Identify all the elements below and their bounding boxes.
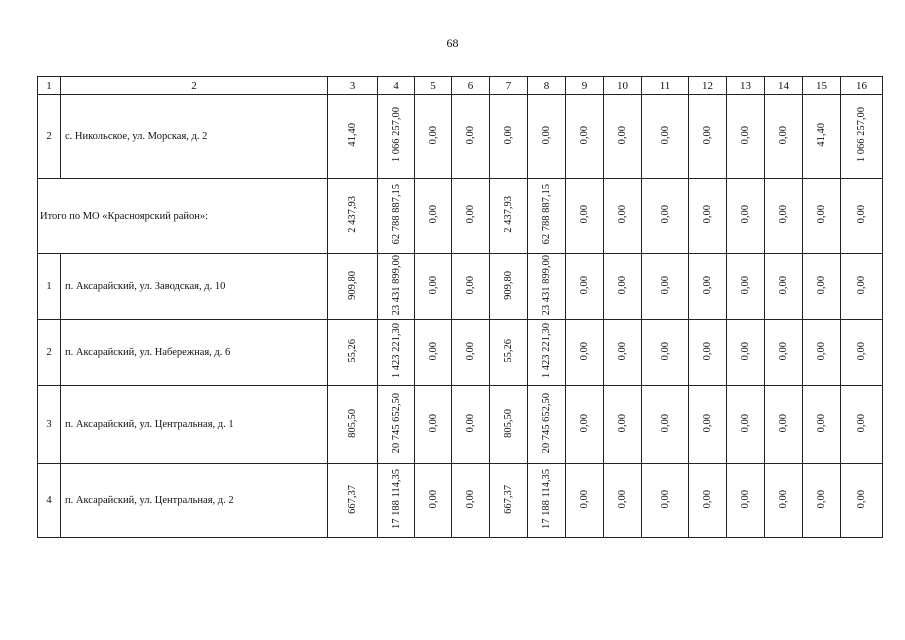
value-cell [727,179,765,254]
value-cell [415,179,452,254]
value-cell [727,320,765,386]
value-text: 0,00 [856,205,867,224]
value-text: 0,00 [778,489,789,509]
column-header: 15 [803,77,841,95]
value-cell [528,179,566,254]
value-text: 0,00 [465,275,476,295]
value-text: 17 188 114,35 [390,469,402,529]
column-header: 11 [642,77,689,95]
column-header: 14 [765,77,803,95]
value-text: 0,00 [740,205,751,224]
value-cell [642,95,689,179]
value-text: 0,00 [702,489,713,509]
value-cell [452,464,490,538]
value-cell [378,95,415,179]
value-cell [803,95,841,179]
value-cell [841,320,883,386]
value-text: 55,26 [503,339,514,363]
value-cell [765,464,803,538]
value-text: 0,00 [740,413,751,433]
value-text: 909,80 [503,270,514,300]
value-text: 0,00 [659,413,671,433]
value-text: 0,00 [856,413,867,433]
value-cell [604,179,642,254]
value-text: 0,00 [816,489,827,509]
column-header: 4 [378,77,415,95]
value-text: 0,00 [465,205,476,224]
value-text: 1 423 221,30 [541,323,552,379]
value-cell [328,95,378,179]
value-cell [765,320,803,386]
column-header: 1 [38,77,61,95]
value-text: 0,00 [579,489,590,509]
value-text: 0,00 [427,205,439,224]
address-cell: п. Аксарайский, ул. Набережная, д. 6 [61,320,328,386]
value-cell [689,386,727,464]
table-row [38,386,883,464]
value-cell [452,95,490,179]
value-text: 0,00 [617,489,628,509]
value-cell [604,95,642,179]
column-header: 3 [328,77,378,95]
value-cell [490,179,528,254]
table-row [38,95,883,179]
value-text: 0,00 [778,413,789,433]
value-text: 41,40 [347,123,358,147]
value-text: 0,00 [659,205,671,224]
value-text: 1 066 257,00 [390,107,402,163]
value-cell [452,320,490,386]
value-cell [415,95,452,179]
value-cell [328,179,378,254]
value-cell [328,320,378,386]
column-header: 16 [841,77,883,95]
value-cell [378,254,415,320]
value-text: 0,00 [740,341,751,361]
column-header: 6 [452,77,490,95]
value-cell [566,386,604,464]
row-number: 1 [38,254,61,320]
value-cell [765,95,803,179]
value-text: 0,00 [579,125,590,145]
value-cell [841,464,883,538]
value-cell [378,179,415,254]
value-text: 0,00 [778,341,789,361]
value-text: 0,00 [427,413,439,433]
value-text: 0,00 [541,125,552,145]
value-text: 0,00 [617,413,628,433]
value-cell [328,464,378,538]
value-cell [803,464,841,538]
value-text: 909,80 [347,270,358,300]
value-text: 0,00 [427,489,439,509]
value-cell [689,320,727,386]
value-text: 805,50 [347,408,358,438]
value-text: 0,00 [503,125,514,145]
address-cell: п. Аксарайский, ул. Заводская, д. 10 [61,254,328,320]
value-cell [490,464,528,538]
address-cell: с. Никольское, ул. Морская, д. 2 [61,95,328,179]
value-text: 1 066 257,00 [856,107,867,163]
value-cell [528,254,566,320]
value-text: 0,00 [659,489,671,509]
value-cell [841,179,883,254]
value-cell [452,254,490,320]
value-text: 2 437,93 [503,196,514,233]
value-cell [528,464,566,538]
value-text: 0,00 [856,489,867,509]
value-text: 20 745 652,50 [541,392,552,454]
value-cell [566,464,604,538]
column-header: 2 [61,77,328,95]
value-text: 0,00 [465,125,476,145]
value-cell [642,386,689,464]
value-text: 0,00 [816,275,827,295]
value-text: 0,00 [465,413,476,433]
value-text: 55,26 [347,339,358,363]
value-text: 0,00 [427,125,439,145]
value-text: 805,50 [503,408,514,438]
value-text: 0,00 [702,205,713,224]
value-text: 0,00 [740,125,751,145]
value-cell [604,386,642,464]
value-text: 0,00 [617,205,628,224]
value-text: 0,00 [816,341,827,361]
data-table [37,76,883,538]
value-cell [328,254,378,320]
column-header: 8 [528,77,566,95]
value-cell [604,320,642,386]
value-cell [604,254,642,320]
value-cell [490,320,528,386]
value-cell [415,464,452,538]
value-text: 667,37 [503,484,514,514]
value-cell [689,179,727,254]
value-text: 0,00 [816,205,827,224]
address-cell: п. Аксарайский, ул. Центральная, д. 1 [61,386,328,464]
value-text: 62 788 887,15 [390,184,402,245]
value-cell [415,320,452,386]
value-cell [689,254,727,320]
value-cell [642,320,689,386]
row-number: 2 [38,95,61,179]
value-text: 0,00 [579,413,590,433]
value-cell [841,254,883,320]
column-header: 12 [689,77,727,95]
value-text: 667,37 [347,484,358,514]
value-text: 1 423 221,30 [390,323,402,379]
value-cell [727,464,765,538]
value-cell [803,386,841,464]
value-cell [841,95,883,179]
value-text: 0,00 [778,125,789,145]
value-cell [727,95,765,179]
value-text: 0,00 [659,341,671,361]
column-header: 9 [566,77,604,95]
value-cell [642,464,689,538]
page-number: 68 [446,36,459,50]
value-text: 0,00 [427,341,439,361]
value-cell [604,464,642,538]
value-cell [566,320,604,386]
value-text: 17 188 114,35 [541,469,552,529]
value-cell [689,95,727,179]
value-cell [727,386,765,464]
value-cell [528,320,566,386]
column-header: 10 [604,77,642,95]
value-cell [803,179,841,254]
column-header: 5 [415,77,452,95]
value-text: 0,00 [659,275,671,295]
value-text: 41,40 [816,123,827,147]
address-cell: п. Аксарайский, ул. Центральная, д. 2 [61,464,328,538]
value-cell [841,386,883,464]
value-text: 20 745 652,50 [390,392,402,454]
value-text: 0,00 [778,275,789,295]
value-cell [566,254,604,320]
table-row [38,254,883,320]
value-text: 0,00 [702,413,713,433]
value-cell [642,179,689,254]
value-text: 0,00 [856,275,867,295]
value-cell [490,95,528,179]
row-number: 2 [38,320,61,386]
value-cell [452,179,490,254]
table-row [38,320,883,386]
value-cell [642,254,689,320]
value-text: 0,00 [427,275,439,295]
value-cell [566,179,604,254]
value-text: 0,00 [740,489,751,509]
value-text: 23 431 899,00 [541,254,552,316]
value-cell [765,386,803,464]
value-cell [727,254,765,320]
value-cell [378,320,415,386]
value-text: 0,00 [579,341,590,361]
value-text: 0,00 [856,341,867,361]
value-text: 0,00 [816,413,827,433]
value-cell [415,386,452,464]
column-header: 7 [490,77,528,95]
value-cell [689,464,727,538]
value-cell [765,179,803,254]
value-text: 0,00 [702,125,713,145]
value-cell [566,95,604,179]
value-text: 0,00 [702,275,713,295]
value-cell [378,386,415,464]
value-text: 0,00 [740,275,751,295]
row-number: 4 [38,464,61,538]
column-header: 13 [727,77,765,95]
value-cell [452,386,490,464]
value-text: 0,00 [465,341,476,361]
value-cell [765,254,803,320]
value-cell [328,386,378,464]
value-cell [490,386,528,464]
total-row [38,179,883,254]
value-text: 0,00 [659,125,671,145]
value-text: 0,00 [579,275,590,295]
value-cell [415,254,452,320]
value-text: 0,00 [617,275,628,295]
value-text: 0,00 [617,125,628,145]
table-row [38,464,883,538]
value-cell [528,95,566,179]
value-text: 62 788 887,15 [541,184,552,245]
value-text: 23 431 899,00 [390,254,402,316]
header-row [38,77,883,95]
value-cell [803,320,841,386]
value-text: 0,00 [702,341,713,361]
value-cell [490,254,528,320]
value-text: 0,00 [465,489,476,509]
value-text: 0,00 [617,341,628,361]
row-number: 3 [38,386,61,464]
total-label: Итого по МО «Красноярский район»: [38,179,328,254]
value-text: 0,00 [579,205,590,224]
value-text: 2 437,93 [347,196,358,233]
value-cell [378,464,415,538]
value-cell [528,386,566,464]
value-text: 0,00 [778,205,789,224]
value-cell [803,254,841,320]
